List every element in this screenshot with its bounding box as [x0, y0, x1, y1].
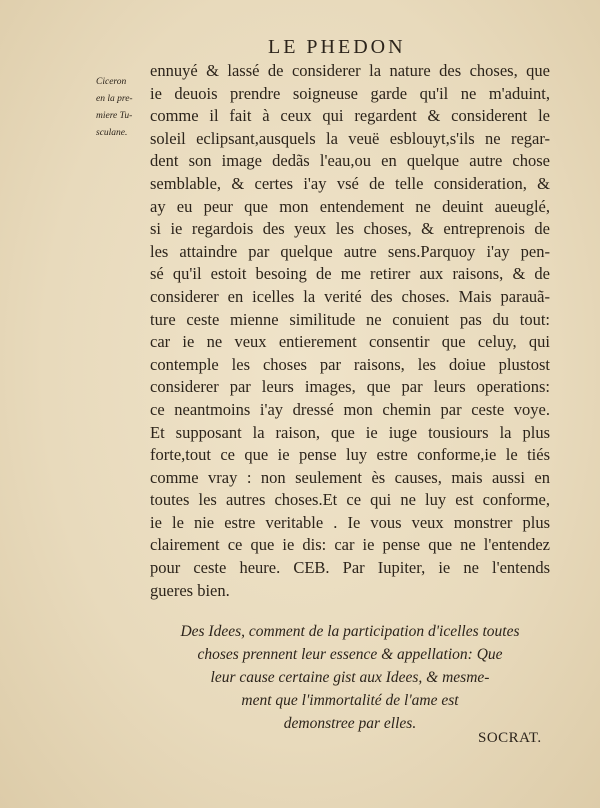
text-line: car ie ne veux entierement consentir que celuy, qui [150, 332, 550, 352]
text-line: dent son image dedãs l'eau,ou en quelque autre chose [150, 151, 550, 171]
body-text [150, 60, 550, 602]
text-line: si ie regardois des yeux les choses, & entreprenois de [150, 219, 550, 239]
margin-note-line: sculane. [96, 128, 128, 138]
section-title-line: leur cause certaine gist aux Idees, & mesme- [210, 669, 490, 686]
margin-note [96, 74, 154, 142]
text-line: toutes les autres choses.Et ce qui ne luy est conforme, [150, 490, 550, 510]
text-line: ce neantmoins i'ay dressé mon chemin par ceste voye. [150, 399, 550, 419]
speaker-label: SOCRAT. [478, 730, 542, 746]
text-line: comme il fait à ceux qui regardent & considerent le [150, 106, 550, 126]
section-title-line: demonstree par elles. [283, 715, 417, 732]
text-line: forte,tout ce que ie pense luy estre conforme,ie le tiés [150, 445, 550, 465]
text-line: ay eu peur que mon entendement ne deuint aueuglé, [150, 196, 550, 216]
text-line: ennuyé & lassé de considerer la nature des choses, que [150, 61, 550, 80]
section-title-line: choses prennent leur essence & appellation: Que [197, 646, 503, 663]
text-line: ie deuois prendre soigneuse garde qu'il ne m'aduint, [150, 83, 550, 103]
text-line: sé qu'il estoit besoing de me retirer aux raisons, & de [150, 264, 550, 284]
section-title [150, 620, 550, 735]
text-line: Et supposant la raison, que ie iuge tousiours la plus [150, 422, 550, 442]
section-title-line: Des Idees, comment de la participation d'icelles toutes [180, 623, 520, 640]
text-line: contemple les choses par raisons, les doiue plustost [150, 354, 550, 374]
text-line: pour ceste heure. CEB. Par Iupiter, ie ne l'entends [150, 558, 550, 578]
running-head: LE PHEDON [268, 36, 406, 58]
section-title-line: ment que l'immortalité de l'ame est [241, 692, 459, 709]
text-line: ture ceste mienne similitude ne conuient pas du tout: [150, 309, 550, 329]
text-line: gueres bien. [150, 580, 230, 600]
margin-note-line: en la pre- [96, 94, 133, 104]
text-line: soleil eclipsant,ausquels la veuë esblouyt,s'ils ne regar- [150, 128, 550, 148]
text-line: considerer par leurs images, que par leurs operations: [150, 377, 550, 397]
text-line: comme vray : non seulement ès causes, mais aussi en [150, 467, 550, 487]
text-line: les attaindre par quelque autre sens.Parquoy i'ay pen- [150, 241, 550, 261]
margin-note-line: miere Tu- [96, 111, 133, 121]
text-line: clairement ce que ie dis: car ie pense que ne l'entendez [150, 535, 550, 555]
text-line: semblable, & certes i'ay vsé de telle consideration, & [150, 173, 550, 193]
text-line: ie le nie estre veritable . Ie vous veux monstrer plus [150, 512, 550, 532]
margin-note-line: Ciceron [96, 77, 127, 87]
text-line: considerer en icelles la verité des choses. Mais parauã- [150, 286, 550, 306]
